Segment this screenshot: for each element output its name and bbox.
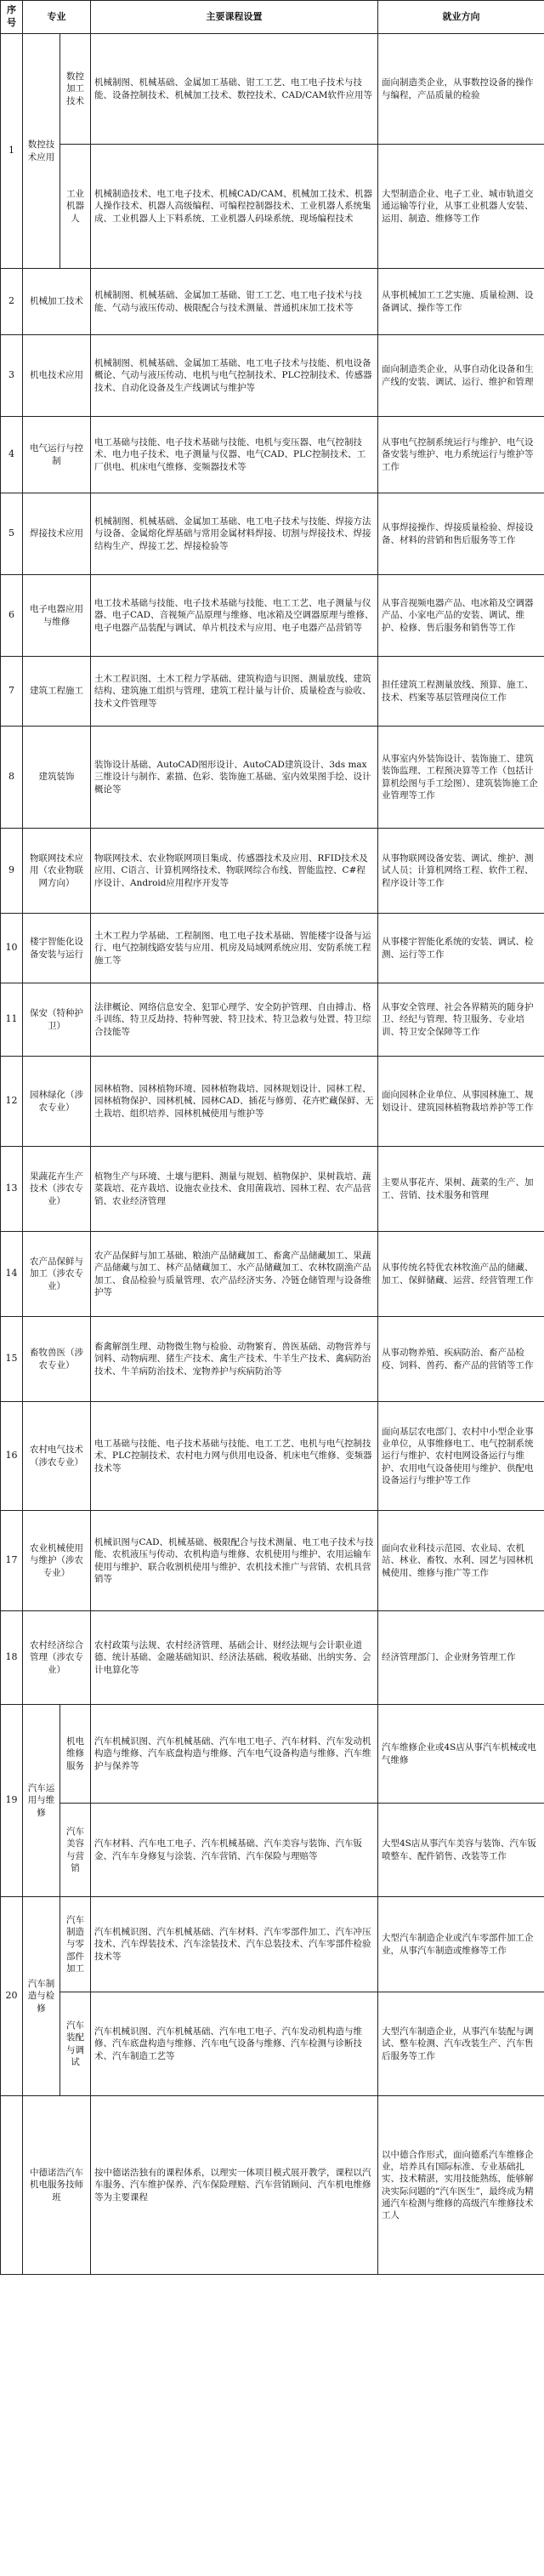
- row-course: 汽车机械识图、汽车机械基础、汽车电工电子、汽车材料、汽车发动机构造与维修、汽车底盘构造与维修、汽车电气设备构造与维修、汽车维护与保养等: [91, 1705, 378, 1804]
- row-course: 按中德诺浩独有的课程体系，以理实一体项目模式展开教学，课程以汽车服务、汽车维护保养、汽车保险理赔、汽车营销顾问、汽车机电维修等为主要课程: [91, 2096, 378, 2275]
- row-direction: 担任建筑工程测量放线、预算、施工、技术、档案等基层管理岗位工作: [378, 657, 544, 727]
- row-direction: 主要从事花卉、果树、蔬菜的生产、加工、营销、技术服务和管理: [378, 1147, 544, 1232]
- row-direction: 大型汽车制造企业，从事汽车装配与调试、整车检测、汽车改装生产、汽车售后服务等工作: [378, 1992, 544, 2096]
- row-no: 20: [1, 1897, 23, 2096]
- row-major: 楼宇智能化设备安装与运行: [23, 914, 91, 983]
- row-direction: 面向制造类企业，从事自动化设备和生产线的安装、调试、运行、维护和管理: [378, 335, 544, 417]
- row-major: 电子电器应用与维修: [23, 575, 91, 657]
- table-row: [1, 1992, 544, 2096]
- row-course: 机械制造技术、电工电子技术、机械CAD/CAM、机械加工技术、机器人操作技术、机器人高级编程、可编程控制器技术、工业机器人系统集成、工业机器人上下料系统、工业机器人码垛系统、现场编程技术: [91, 145, 378, 269]
- row-course: 农村政策与法规、农村经济管理、基础会计、财经法规与会计职业道德、统计基础、金融基础知识、经济法基础、税收基础、出纳实务、会计电算化等: [91, 1611, 378, 1705]
- table-row: [1, 1897, 544, 1992]
- table-row: [1, 269, 544, 335]
- row-course: 汽车机械识图、汽车机械基础、汽车电工电子、汽车发动机构造与维修、汽车底盘构造与维修、汽车电气设备与维修、汽车检测与诊断技术、汽车制造工艺等: [91, 1992, 378, 2096]
- row-course: 农产品保鲜与加工基础、粮油产品储藏加工、畜禽产品储藏加工、果蔬产品储藏与加工、林产品储藏加工、水产品储藏加工、农林牧副渔产品加工、食品检验与质量管理、农产品经济实务、冷链仓储管理与设备维护等: [91, 1232, 378, 1317]
- row-no: 11: [1, 983, 23, 1057]
- row-no: 1: [1, 34, 23, 269]
- row-no: 15: [1, 1317, 23, 1402]
- row-no: 13: [1, 1147, 23, 1232]
- row-sub-major: 汽车装配与调试: [60, 1992, 91, 2096]
- row-no: 5: [1, 493, 23, 575]
- header-major: 专业: [23, 1, 91, 34]
- row-no: 4: [1, 417, 23, 493]
- row-direction: 经济管理部门、企业财务管理工作: [378, 1611, 544, 1705]
- table-row: [1, 1057, 544, 1147]
- table-row: [1, 1804, 544, 1897]
- table-row: [1, 983, 544, 1057]
- row-no: 17: [1, 1511, 23, 1611]
- row-direction: 面向园林企业单位、从事园林施工、规划设计、建筑园林植物栽培养护等工作: [378, 1057, 544, 1147]
- row-course: 土木工程识图、土木工程力学基础、建筑构造与识图、测量放线、建筑结构、建筑施工组织与管理、建筑工程计量与计价、质量检查与验收、技术文件管理等: [91, 657, 378, 727]
- row-direction: 从事音视频电器产品、电冰箱及空调器产品、小家电产品的安装、调试、维护、检修、售后服务和销售等工作: [378, 575, 544, 657]
- row-direction: 面向基层农电部门、农村中小型企业事业单位，从事维修电工、电气控制系统运行与维护、农村电网设备运行与维护、农用电气设备使用与维护、供配电设备运行与维护等工作: [378, 1402, 544, 1511]
- row-no: 6: [1, 575, 23, 657]
- table-row: [1, 493, 544, 575]
- row-major: 建筑装饰: [23, 727, 91, 829]
- row-direction: 从事物联网设备安装、调试、维护、测试人员；计算机网络工程、软件工程、程序设计等工作: [378, 829, 544, 914]
- row-course: 装饰设计基础、AutoCAD图形设计、AutoCAD建筑设计、3ds max三维设计与制作、素描、色彩、装饰施工基础、室内效果图手绘、设计概论等: [91, 727, 378, 829]
- row-no: 3: [1, 335, 23, 417]
- row-major: 中德诺浩汽车机电服务技师班: [23, 2096, 91, 2275]
- header-row: [1, 1, 544, 34]
- row-direction: 从事机械加工工艺实施、质量检测、设备调试、操作等工作: [378, 269, 544, 335]
- header-course: 主要课程设置: [91, 1, 378, 34]
- row-direction: 大型4S店从事汽车美容与装饰、汽车钣喷整车、配件销售、改装等工作: [378, 1804, 544, 1897]
- table-row: [1, 1317, 544, 1402]
- row-course: 汽车材料、汽车电工电子、汽车机械基础、汽车美容与装饰、汽车钣金、汽车车身修复与涂装、汽车营销、汽车保险与理赔等: [91, 1804, 378, 1897]
- row-major: 物联网技术应用（农业物联网方向）: [23, 829, 91, 914]
- row-direction: 从事传统名特优农林牧渔产品的储藏、加工、保鲜储藏、运营、经营管理工作: [378, 1232, 544, 1317]
- row-no: 9: [1, 829, 23, 914]
- table-row: [1, 1705, 544, 1804]
- row-no: 7: [1, 657, 23, 727]
- row-sub-major: 汽车美容与营销: [60, 1804, 91, 1897]
- row-major: 农村电气技术（涉农专业）: [23, 1402, 91, 1511]
- row-major: 果蔬花卉生产技术（涉农专业）: [23, 1147, 91, 1232]
- row-major: 农村经济综合管理（涉农专业）: [23, 1611, 91, 1705]
- row-no: 10: [1, 914, 23, 983]
- row-major: 畜牧兽医（涉农专业）: [23, 1317, 91, 1402]
- row-direction: 面向农业科技示范园、农业局、农机站、林业、畜牧、水利、园艺与园林机械使用、维修与推广等工作: [378, 1511, 544, 1611]
- row-no: 18: [1, 1611, 23, 1705]
- table-row: [1, 1402, 544, 1511]
- header-no: 序号: [1, 1, 23, 34]
- row-course: 法律概论、网络信息安全、犯罪心理学、安全防护管理、自由搏击、格斗训练、特卫反劫持、特种驾驶、特卫技术、特卫急救与处置、特卫综合技能等: [91, 983, 378, 1057]
- row-direction: 从事动物养殖、疾病防治、畜产品检疫、饲料、兽药、畜产品的营销等工作: [378, 1317, 544, 1402]
- row-direction: 汽车维修企业或4S店从事汽车机械或电气维修: [378, 1705, 544, 1804]
- row-no: 14: [1, 1232, 23, 1317]
- row-major: 电气运行与控制: [23, 417, 91, 493]
- row-sub-major: 工业机器人: [60, 145, 91, 269]
- row-major: 农业机械使用与维护（涉农专业）: [23, 1511, 91, 1611]
- row-no: 19: [1, 1705, 23, 1897]
- table-row: [1, 575, 544, 657]
- row-course: 机械制图、机械基础、金属加工基础、电工电子技术与技能、焊接方法与设备、金属熔化焊基础与常用金属材料焊接、切割与焊接技术、焊接结构生产、焊接工艺、焊接检验等: [91, 493, 378, 575]
- row-sub-major: 机电维修服务: [60, 1705, 91, 1804]
- row-direction: 从事电气控制系统运行与维护、电气设备安装与维护、电力系统运行与维护等工作: [378, 417, 544, 493]
- row-course: 电工基础与技能、电子技术基础与技能、电机与变压器、电气控制技术、电力电子技术、电子测量与仪器、电气CAD、PLC控制技术、工厂供电、机床电气维修、变频器技术等: [91, 417, 378, 493]
- table-row: [1, 417, 544, 493]
- table-row: [1, 829, 544, 914]
- row-course: 机械制图、机械基础、金属加工基础、钳工工艺、电工电子技术与技能、设备控制技术、机械加工技术、数控技术、CAD/CAM软件应用等: [91, 34, 378, 145]
- row-major: 汽车运用与维修: [23, 1705, 60, 1897]
- row-direction: 从事焊接操作、焊接质量检验、焊接设备、材料的营销和售后服务等工作: [378, 493, 544, 575]
- table-row: [1, 34, 544, 145]
- row-major: 数控技术应用: [23, 34, 60, 269]
- row-course: 汽车机械识图、汽车机械基础、汽车材料、汽车零部件加工、汽车冲压技术、汽车焊装技术、汽车涂装技术、汽车总装技术、汽车零部件检验技术等: [91, 1897, 378, 1992]
- table-row: [1, 2096, 544, 2275]
- row-course: 畜禽解剖生理、动物微生物与检验、动物繁育、兽医基础、动物营养与饲料、动物病理、猪生产技术、禽生产技术、牛羊生产技术、禽病防治技术、牛羊病防治技术、宠物养护与疾病防治等: [91, 1317, 378, 1402]
- row-major: 园林绿化（涉农专业）: [23, 1057, 91, 1147]
- row-no: [1, 2096, 23, 2275]
- row-no: 12: [1, 1057, 23, 1147]
- row-major: 机械加工技术: [23, 269, 91, 335]
- row-course: 机械制图、机械基础、金属加工基础、钳工工艺、电工电子技术与技能、气动与液压传动、极限配合与技术测量、普通机床加工技术等: [91, 269, 378, 335]
- row-no: 8: [1, 727, 23, 829]
- row-major: 建筑工程施工: [23, 657, 91, 727]
- table-row: [1, 914, 544, 983]
- table-row: [1, 335, 544, 417]
- row-course: 电工技术基础与技能、电子技术基础与技能、电工工艺、电子测量与仪器、电子CAD、音视频产品原理与维修、电冰箱及空调器原理与维修、电子电器产品装配与调试、单片机技术与应用、电子电器产品营销等: [91, 575, 378, 657]
- row-course: 机械制图、机械基础、金属加工基础、电工电子技术与技能、机电设备概论、气动与液压传动、电机与电气控制技术、PLC控制技术、传感器技术、自动化设备及生产线调试与维护等: [91, 335, 378, 417]
- table-row: [1, 145, 544, 269]
- row-direction: 从事安全管理、社会各界精英的随身护卫、经纪与管理、特卫服务、专业培训、特卫安全保障等工作: [378, 983, 544, 1057]
- table-row: [1, 1511, 544, 1611]
- header-direction: 就业方向: [378, 1, 544, 34]
- row-direction: 以中德合作形式，面向德系汽车维修企业，培养具有国际标准、专业基础扎实、技术精湛，实用技能熟练，能够解决实际问题的“汽车医生”，最终成为精通汽车检测与维修的高级汽车维修技术工人: [378, 2096, 544, 2275]
- row-course: 电工基础与技能、电子技术基础与技能、电工工艺、电机与电气控制技术、PLC控制技术、农村电力网与供用电设备、机床电气维修、变频器技术等: [91, 1402, 378, 1511]
- table-row: [1, 1147, 544, 1232]
- row-no: 2: [1, 269, 23, 335]
- row-course: 园林植物、园林植物环境、园林植物栽培、园林规划设计、园林工程、园林植物保护、园林机械、园林CAD、插花与修剪、花卉贮藏保鲜、无土栽培、组织培养、园林机械使用与维护等: [91, 1057, 378, 1147]
- row-major: 保安（特种护卫）: [23, 983, 91, 1057]
- row-major: 汽车制造与检修: [23, 1897, 60, 2096]
- row-direction: 面向制造类企业，从事数控设备的操作与编程，产品质量的检验: [378, 34, 544, 145]
- row-course: 土木工程力学基础、工程制图、电工电子技术基础、智能楼宇设备与运行、电气控制线路安装与应用、机房及局域网系统应用、安防系统工程施工等: [91, 914, 378, 983]
- row-course: 物联网技术、农业物联网项目集成、传感器技术及应用、RFID技术及应用、C语言、计算机网络技术、物联网综合布线、智能监控、C#程序设计、Android应用程序开发等: [91, 829, 378, 914]
- row-course: 机械识图与CAD、机械基础、极限配合与技术测量、电工电子技术与技能、农机液压与传动、农机构造与维修、农机使用与维护、农用运输车使用与维护、联合收割机使用与维护、农机技术推广与营销、农机具营销等: [91, 1511, 378, 1611]
- row-major: 农产品保鲜与加工（涉农专业）: [23, 1232, 91, 1317]
- row-course: 植物生产与环境、土壤与肥料、测量与规划、植物保护、果树栽培、蔬菜栽培、花卉栽培、设施农业技术、食用菌栽培、园林工程、农产品营销、农业经济管理: [91, 1147, 378, 1232]
- table-row: [1, 727, 544, 829]
- row-direction: 大型汽车制造企业或汽车零部件加工企业，从事汽车制造或维修等工作: [378, 1897, 544, 1992]
- row-major: 机电技术应用: [23, 335, 91, 417]
- table-row: [1, 1232, 544, 1317]
- row-major: 焊接技术应用: [23, 493, 91, 575]
- row-direction: 大型制造企业、电子工业、城市轨道交通运输等行业，从事工业机器人安装、运用、制造、维修等工作: [378, 145, 544, 269]
- row-direction: 从事楼宇智能化系统的安装、调试、检测、运行等工作: [378, 914, 544, 983]
- row-sub-major: 数控加工技术: [60, 34, 91, 145]
- row-sub-major: 汽车制造与零部件加工: [60, 1897, 91, 1992]
- row-direction: 从事室内外装饰设计、装饰施工、建筑装饰监理、工程预决算等工作（包括计算机绘图与手工绘图）、建筑装饰施工企业管理等工作: [378, 727, 544, 829]
- table-row: [1, 1611, 544, 1705]
- table-row: [1, 657, 544, 727]
- row-no: 16: [1, 1402, 23, 1511]
